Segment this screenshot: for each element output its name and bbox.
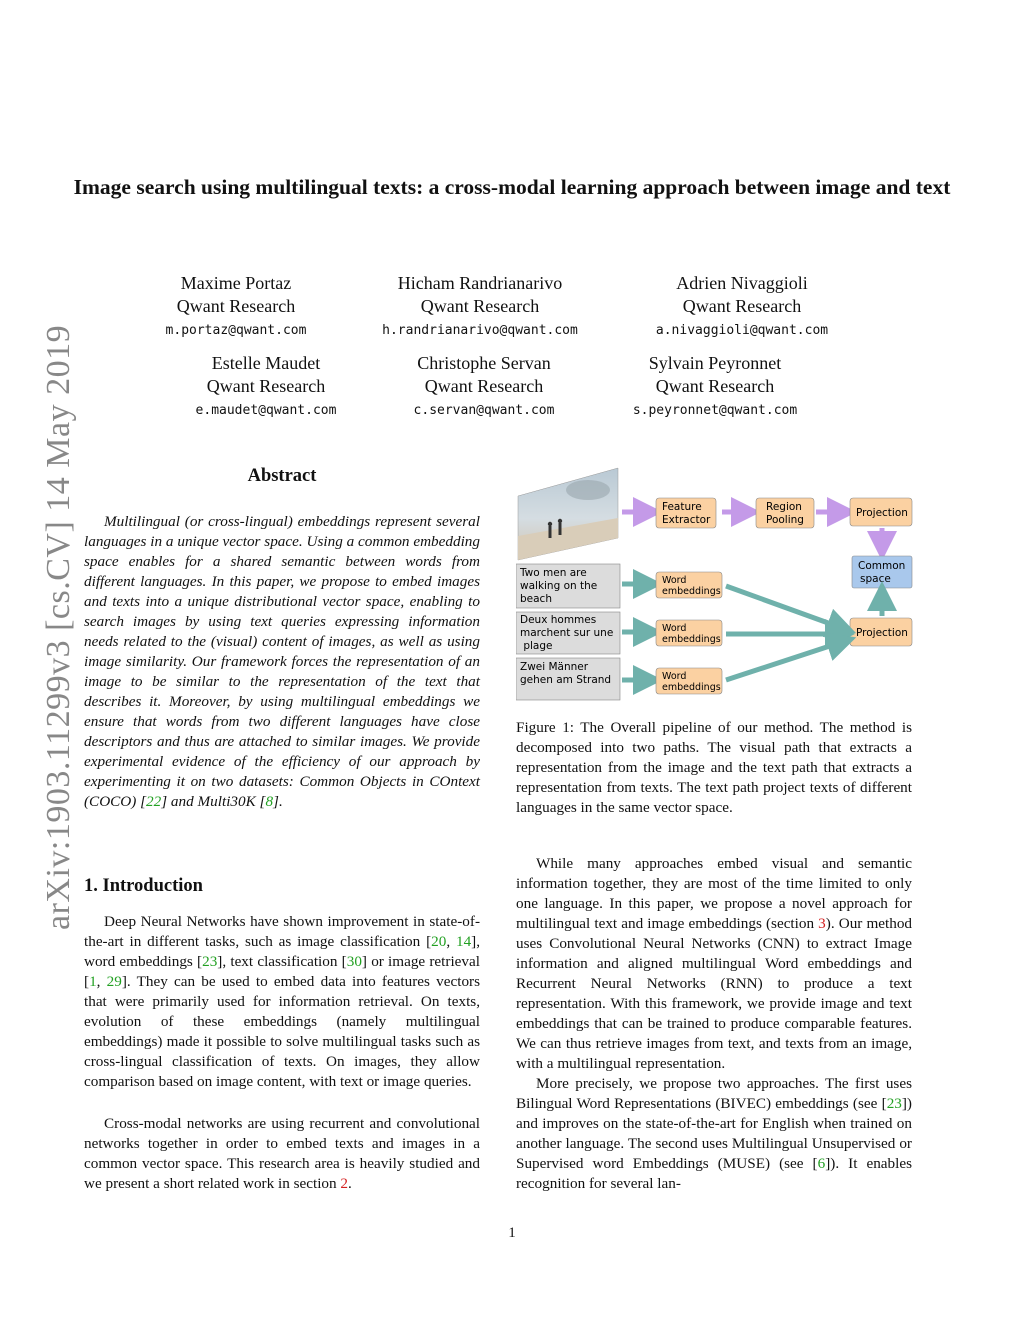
citation-link[interactable]: 29 — [106, 973, 122, 990]
arxiv-side-stamp: arXiv:1903.11299v3 [cs.CV] 14 May 2019 — [40, 324, 77, 930]
text: ] or image retrieval [ — [84, 953, 480, 990]
citation-link[interactable]: 6 — [817, 1155, 826, 1172]
caption-line: Zwei Männer — [520, 661, 589, 673]
caption-line: beach — [520, 593, 552, 605]
caption-line: marchent sur une — [520, 627, 614, 639]
word-embeddings-box — [656, 620, 722, 646]
abstract-body: Multilingual (or cross-lingual) embeddings represent several languages in a unique vector space. Using a common embedding space enables for a shared semantic between words from different languages. In this paper, we propose to embed images and texts into a unique distributional vector space, enabling to search images by using text queries expressing information needs related to the (visual) content of images, as well as using image similarity. Our framework forces the representation of an image to be similar to the representation of the text that describes it. Moreover, by using multilingual embeddings we ensure that words from two different languages have close descriptors and thus are attached to similar images. We provide experimental evidence of the efficiency of our approach by experimenting it on two datasets: Common Objects in COntext (COCO) [ — [84, 513, 480, 810]
projection-top-box — [850, 498, 912, 526]
abstract-body: ] and Multi30K [ — [161, 793, 266, 810]
citation-link[interactable]: 14 — [455, 933, 472, 950]
caption-line: Two men are — [520, 567, 587, 579]
projection-bottom-box — [850, 618, 912, 646]
text: ]). It enables recognition for several lan- — [516, 1155, 912, 1192]
box-label: space — [860, 573, 891, 585]
text: ]) and improves on the state-of-the-art for English when trained on another language. The second uses Multilingual Unsupervised or Supervised word Embeddings (MUSE) (see [ — [516, 1095, 912, 1172]
author-email[interactable]: e.maudet@qwant.com — [195, 403, 337, 418]
author-affiliation: Qwant Research — [655, 376, 775, 396]
caption-line: gehen am Strand — [520, 674, 612, 686]
section-heading-introduction: 1. Introduction — [84, 876, 203, 896]
author-block — [166, 352, 366, 418]
text: ). Our method uses Convolutional Neural Networks (CNN) to extract Image information and aligned multilingual Word embeddings and Recurrent Neural Networks (RNN) to produce a text representation. With this framework, we provide image and text embeddings that can be trained to produce comparable features. We can thus retrieve images from text, and texts from an image, with a multilingual representation. — [516, 915, 913, 1072]
intro-paragraph-2 — [84, 1114, 480, 1194]
author-email[interactable]: a.nivaggioli@qwant.com — [655, 323, 829, 338]
box-label: embeddings — [662, 586, 721, 597]
caption-box-english — [516, 564, 620, 608]
citation-link[interactable]: 23 — [202, 953, 218, 970]
word-embeddings-box — [656, 572, 722, 598]
right-paragraph-1 — [516, 854, 912, 1074]
author-block — [632, 272, 852, 338]
box-label: Projection — [856, 627, 908, 639]
text: Cross-modal networks are using recurrent and convolutional networks together in order to embed texts and images in a common vector space. This research area is heavily studied and we present a short related work in section — [84, 1115, 480, 1192]
box-label: Feature — [662, 501, 702, 513]
section-link[interactable]: 3 — [818, 915, 826, 932]
page-number: 1 — [508, 1225, 516, 1241]
caption-line: walking on the — [520, 580, 598, 592]
citation-link[interactable]: 1 — [89, 973, 97, 990]
abstract-text — [84, 512, 480, 812]
box-label: Extractor — [662, 514, 711, 526]
arrow — [726, 642, 842, 680]
section-link[interactable]: 2 — [340, 1175, 349, 1192]
arrow — [726, 586, 842, 628]
author-affiliation: Qwant Research — [424, 376, 544, 396]
author-block — [136, 272, 336, 338]
text: While many approaches embed visual and semantic information together, they are most of the time limited to only one language. In this paper, we propose a novel approach for multilingual text and image embeddings (section — [516, 855, 912, 932]
caption-box-french — [516, 612, 620, 654]
author-email[interactable]: m.portaz@qwant.com — [165, 323, 307, 338]
author-block — [610, 352, 820, 418]
feature-extractor-box — [656, 498, 716, 528]
citation-link[interactable]: 23 — [886, 1095, 902, 1112]
author-affiliation: Qwant Research — [176, 296, 296, 316]
paper-title: Image search using multilingual texts: a cross-modal learning approach between image and text — [73, 175, 951, 199]
figure-1-pipeline — [516, 466, 916, 706]
author-name: Christophe Servan — [417, 353, 551, 373]
text: . — [348, 1175, 352, 1192]
caption-line: plage — [520, 640, 553, 652]
box-label: Word — [662, 671, 687, 682]
abstract-heading: Abstract — [247, 466, 317, 486]
text: ], text classification [ — [217, 953, 347, 970]
citation-link[interactable]: 8 — [265, 793, 274, 810]
box-label: Word — [662, 575, 687, 586]
right-paragraph-2 — [516, 1074, 912, 1194]
caption-line: Deux hommes — [520, 614, 597, 626]
author-block — [384, 352, 584, 418]
word-embeddings-box — [656, 668, 722, 694]
text: More precisely, we propose two approaches. The first uses Bilingual Word Representations (BIVEC) embeddings (see [ — [516, 1075, 912, 1112]
author-name: Maxime Portaz — [180, 273, 292, 293]
text: , — [96, 973, 107, 990]
abstract-body: ]. — [273, 793, 283, 810]
author-name: Estelle Maudet — [211, 353, 321, 373]
text: Deep Neural Networks have shown improvement in state-of-the-art in different tasks, such as image classification [ — [84, 913, 480, 950]
author-name: Hicham Randrianarivo — [397, 273, 563, 293]
author-email[interactable]: c.servan@qwant.com — [413, 403, 555, 418]
caption-box-german — [516, 658, 620, 700]
text: ], word embeddings [ — [84, 933, 481, 970]
citation-link[interactable]: 22 — [146, 793, 162, 810]
author-email[interactable]: h.randrianarivo@qwant.com — [382, 323, 578, 338]
common-space-box — [852, 556, 912, 588]
author-email[interactable]: s.peyronnet@qwant.com — [632, 403, 798, 418]
beach-photo — [518, 468, 618, 560]
text: ]. They can be used to embed data into features vectors that were primarily used for information retrieval. On texts, evolution of these embeddings (namely multilingual embeddings) made it possible to solve multilingual tasks such as cross-lingual classification of texts. On images, they allow comparison based on image content, with text or image queries. — [84, 973, 481, 1090]
box-label: Region — [766, 501, 802, 513]
region-pooling-box — [756, 498, 814, 528]
box-label: Word — [662, 623, 687, 634]
figure-1-caption: Figure 1: The Overall pipeline of our method. The method is decomposed into two paths. The visual path that extracts a representation from the image and the text path that extracts a representation from texts. The text path project texts of different languages in the same vector space. — [516, 719, 912, 816]
box-label: Common — [858, 560, 906, 572]
citation-link[interactable]: 30 — [346, 953, 362, 970]
author-name: Adrien Nivaggioli — [676, 273, 808, 293]
author-name: Sylvain Peyronnet — [648, 353, 782, 373]
box-label: Projection — [856, 507, 908, 519]
author-affiliation: Qwant Research — [420, 296, 540, 316]
author-affiliation: Qwant Research — [682, 296, 802, 316]
author-affiliation: Qwant Research — [206, 376, 326, 396]
text: , — [446, 933, 456, 950]
box-label: Pooling — [766, 514, 804, 526]
intro-paragraph-1 — [84, 912, 480, 1092]
box-label: embeddings — [662, 682, 721, 693]
author-block — [360, 272, 600, 338]
box-label: embeddings — [662, 634, 721, 645]
citation-link[interactable]: 20 — [431, 933, 447, 950]
